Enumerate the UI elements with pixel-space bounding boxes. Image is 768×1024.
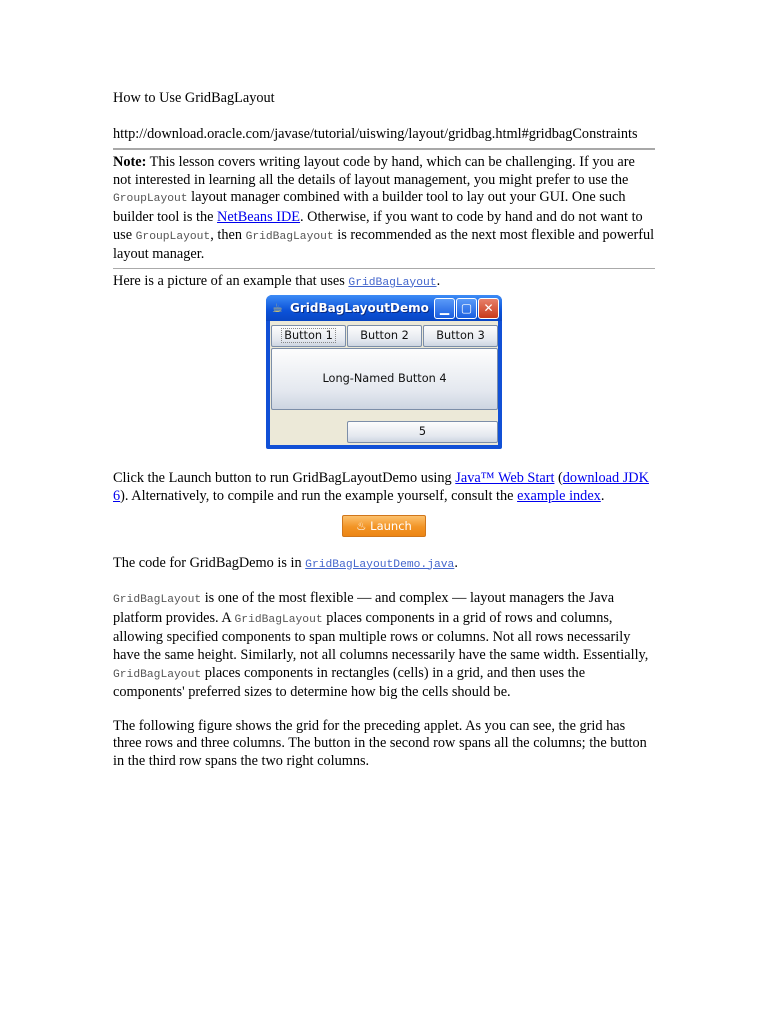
code-grouplayout: GroupLayout	[113, 193, 188, 206]
java-web-start-link[interactable]: Java™ Web Start	[455, 470, 555, 487]
code-gridbaglayout-p2: GridBagLayout	[234, 613, 323, 626]
para1-text-2: places components in a grid of rows and columns, allowing specified components to span multiple rows or columns. Not all rows necessarily have the same height. Similarly, not all columns necessarily have the same width. Essentially,	[113, 609, 649, 663]
example-index-link[interactable]: example index	[517, 487, 601, 504]
launch-row	[113, 515, 655, 539]
gridbag-description	[113, 590, 655, 702]
launch-intro-text-3: ). Alternatively, to compile and run the example yourself, consult the	[120, 487, 518, 504]
code-gridbaglayout: GridBagLayout	[245, 230, 334, 243]
note-label: Note:	[113, 154, 147, 171]
code-gridbaglayout-p1: GridBagLayout	[113, 594, 202, 607]
demo-button-5: 5	[347, 421, 498, 443]
netbeans-link[interactable]: NetBeans IDE	[217, 208, 301, 225]
demo-button-3: Button 3	[423, 325, 498, 347]
note-text-2: layout manager combined with a builder tool to lay out your GUI. One such builder tool is the	[113, 189, 626, 225]
para1-text-1: is one of the most flexible — and complex — layout managers the Java platform provides. A	[113, 590, 615, 626]
picture-intro-end: .	[436, 272, 441, 289]
code-grouplayout-2: GroupLayout	[135, 230, 211, 243]
note-text-5: is recommended as the next most flexible and powerful layout manager.	[113, 226, 655, 263]
document-body	[113, 90, 655, 770]
note-text-1: This lesson covers writing layout code by hand, which can be challenging. If you are not interested in learning all the details of layout management, you might prefer to use the	[113, 154, 635, 188]
code-line	[113, 555, 655, 575]
launch-intro-text-4: .	[600, 487, 605, 504]
code-gridbaglayout-p3: GridBagLayout	[113, 668, 202, 681]
divider-top	[113, 148, 655, 150]
demo-button-4: Long-Named Button 4	[271, 348, 498, 410]
minimize-icon: ▁	[434, 298, 455, 319]
demo-window-screenshot	[266, 295, 502, 449]
picture-intro	[113, 273, 655, 293]
para1-text-3: places components in rectangles (cells) in a grid, and then uses the components' preferred sizes to determine how big the cells should be.	[113, 664, 586, 701]
demo-window-content	[270, 321, 498, 445]
code-line-text: The code for GridBagDemo is in	[113, 554, 306, 571]
demo-button-2: Button 2	[347, 325, 422, 347]
demo-button-1-label: Button 1	[281, 328, 336, 343]
grid-figure-description: The following figure shows the grid for the preceding applet. As you can see, the grid has three rows and three columns. The button in the second row spans all the columns; the button in the third row spans the two right columns.	[113, 717, 647, 769]
launch-button[interactable]	[342, 515, 426, 537]
launch-intro-text-2: (	[554, 470, 563, 487]
launch-button-label: Launch	[370, 518, 412, 533]
gridbaglayout-link[interactable]: GridBagLayout	[348, 276, 437, 289]
divider-bottom	[113, 268, 655, 269]
close-icon: ✕	[478, 298, 499, 319]
code-line-end: .	[454, 554, 458, 571]
gridbaglayoutdemo-java-link[interactable]: GridBagLayoutDemo.java	[305, 558, 455, 571]
note-text-4: , then	[210, 226, 246, 243]
maximize-icon: ▢	[456, 298, 477, 319]
note-text-3: . Otherwise, if you want to code by hand and do not want to use	[113, 208, 643, 243]
java-icon: ♨	[356, 518, 371, 533]
page-title: How to Use GridBagLayout	[113, 90, 275, 106]
download-jdk-link[interactable]: download JDK 6	[113, 470, 649, 504]
demo-window-title: GridBagLayoutDemo	[290, 301, 429, 316]
source-url: http://download.oracle.com/javase/tutorial/uiswing/layout/gridbag.html#gridbagConstraints	[113, 125, 638, 142]
launch-intro-text-1: Click the Launch button to run GridBagLayoutDemo using	[113, 470, 456, 487]
note-paragraph	[113, 154, 655, 264]
demo-button-1	[271, 325, 346, 347]
launch-intro	[113, 470, 655, 505]
java-cup-icon: ☕	[272, 301, 283, 316]
picture-intro-text: Here is a picture of an example that uses	[113, 272, 349, 289]
demo-window-titlebar	[266, 295, 502, 321]
